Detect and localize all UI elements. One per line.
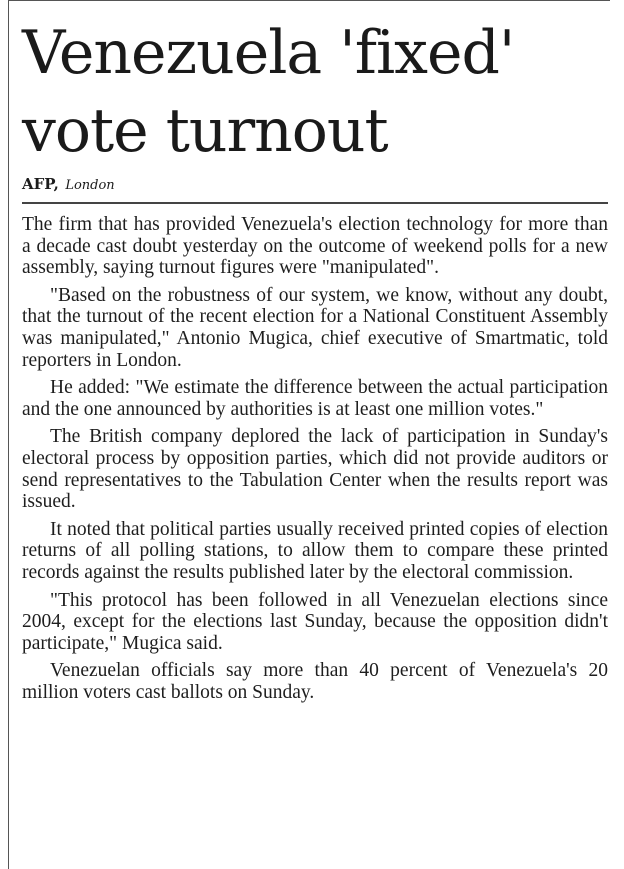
article-paragraph: The firm that has provided Venezuela's election technology for more than a decade cast doubt yesterday on the outcome of weekend polls for a new assembly, saying turnout figures were "manipulated". (22, 214, 608, 279)
article-paragraph: He added: "We estimate the difference between the actual participation and the one announced by authorities is at least one million votes." (22, 377, 608, 420)
article-paragraph: "This protocol has been followed in all Venezuelan elections since 2004, except for the elections last Sunday, because the opposition didn't participate," Mugica said. (22, 589, 608, 654)
news-article (22, 14, 608, 709)
byline (22, 174, 608, 196)
article-paragraph: The British company deplored the lack of participation in Sunday's electoral process by opposition parties, which did not provide auditors or send representatives to the Tabulation Center when the results report was issued. (22, 426, 608, 513)
article-body (22, 214, 608, 703)
headline: Venezuela 'fixed' vote turnout (22, 18, 515, 166)
article-paragraph: It noted that political parties usually received printed copies of election returns of all polling stations, to allow them to compare these printed records against the results published later by the electoral commission. (22, 518, 608, 583)
byline-location: London (65, 178, 115, 193)
article-paragraph: Venezuelan officials say more than 40 percent of Venezuela's 20 million voters cast ballots on Sunday. (22, 660, 608, 703)
column-left-rule (8, 0, 9, 869)
column-top-rule (8, 0, 610, 1)
byline-agency: AFP, (22, 175, 59, 193)
article-paragraph: "Based on the robustness of our system, we know, without any doubt, that the turnout of the recent election for a National Constituent Assembly was manipulated," Antonio Mugica, chief executive of Smartmatic, told reporters in London. (22, 284, 608, 371)
byline-divider (22, 202, 608, 204)
